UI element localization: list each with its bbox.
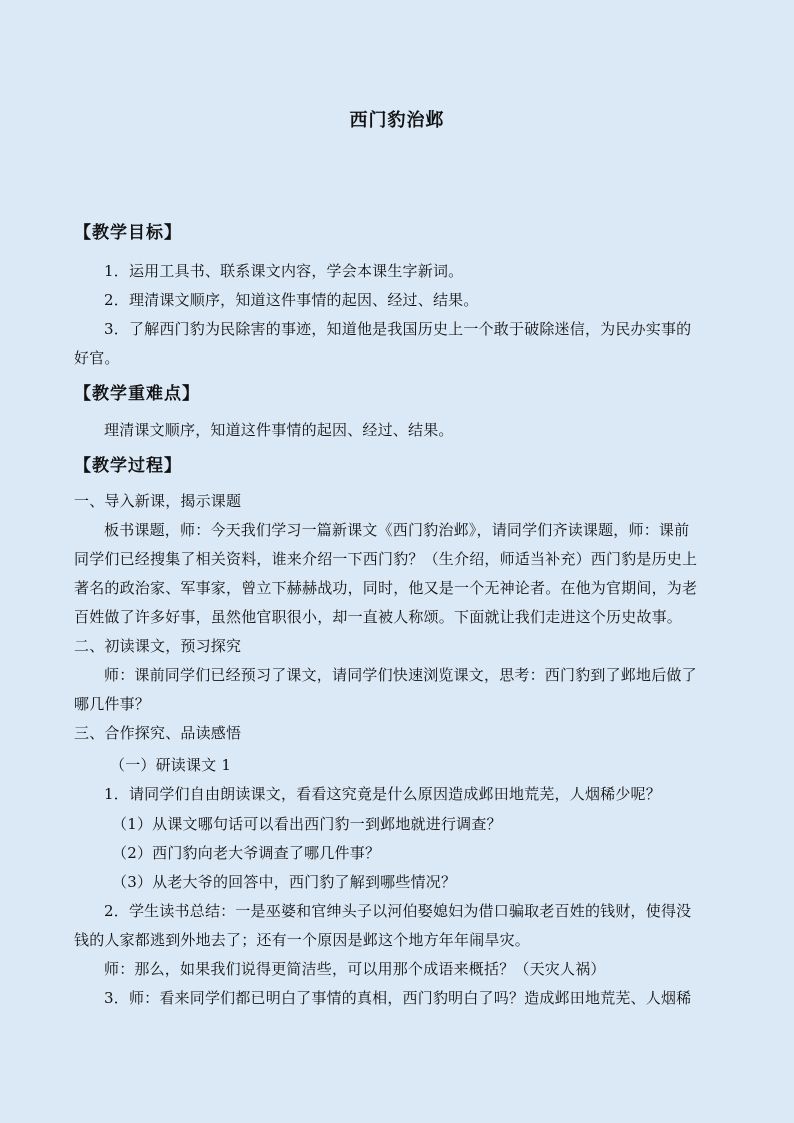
section-heading: 三、合作探究、品读感悟 [74, 724, 242, 742]
objective-line: 3．了解西门豹为民除害的事迹，知道他是我国历史上一个敢于破除迷信，为民办实事的 [104, 320, 692, 338]
section-heading: 二、初读课文，预习探究 [74, 637, 242, 655]
heading-key-points: 【教学重难点】 [74, 384, 200, 404]
paragraph-line: 著名的政治家、军事家，曾立下赫赫战功，同时，他又是一个无神论者。在他为官期间，为老 [74, 579, 698, 597]
paragraph-line: 钱的人家都逃到外地去了；还有一个原因是邺这个地方年年闹旱灾。 [74, 931, 531, 949]
paragraph-line: 板书课题，师：今天我们学习一篇新课文《西门豹治邺》，请同学们齐读课题，师：课前 [104, 521, 690, 539]
question-line: 1．请同学们自由朗读课文，看看这究竟是什么原因造成邺田地荒芜，人烟稀少呢？ [104, 785, 661, 803]
question-line: （2）西门豹向老大爷调查了哪几件事？ [112, 844, 381, 862]
paragraph-line: 3．师：看来同学们都已明白了事情的真相，西门豹明白了吗？造成邺田地荒芜、人烟稀 [104, 989, 692, 1007]
paragraph-line: 百姓做了许多好事，虽然他官职很小，却一直被人称颂。下面就让我们走进这个历史故事。 [74, 608, 683, 626]
objective-line: 好官。 [74, 349, 120, 367]
paragraph-line: 师：课前同学们已经预习了课文，请同学们快速浏览课文，思考：西门豹到了邺地后做了 [104, 666, 697, 684]
section-heading: 一、导入新课，揭示课题 [74, 492, 242, 510]
subsection-heading: （一）研读课文 1 [110, 756, 232, 774]
objective-line: 2．理清课文顺序，知道这件事情的起因、经过、结果。 [104, 291, 479, 309]
heading-process: 【教学过程】 [74, 456, 182, 476]
question-line: （3）从老大爷的回答中，西门豹了解到哪些情况？ [112, 873, 457, 891]
key-point-line: 理清课文顺序，知道这件事情的起因、经过、结果。 [104, 421, 454, 439]
question-line: （1）从课文哪句话可以看出西门豹一到邺地就进行调查？ [112, 815, 502, 833]
paragraph-line: 哪几件事？ [74, 695, 151, 713]
document-title: 西门豹治邺 [349, 110, 445, 131]
paragraph-line: 2．学生读书总结：一是巫婆和官绅头子以河伯娶媳妇为借口骗取老百姓的钱财，使得没 [104, 902, 692, 920]
paragraph-line: 师：那么，如果我们说得更简洁些，可以用那个成语来概括？（天灾人祸） [104, 960, 606, 978]
paragraph-line: 同学们已经搜集了相关资料，谁来介绍一下西门豹？（生介绍，师适当补充）西门豹是历史上 [74, 550, 698, 568]
heading-objectives: 【教学目标】 [74, 223, 182, 243]
objective-line: 1．运用工具书、联系课文内容，学会本课生字新词。 [104, 262, 464, 280]
